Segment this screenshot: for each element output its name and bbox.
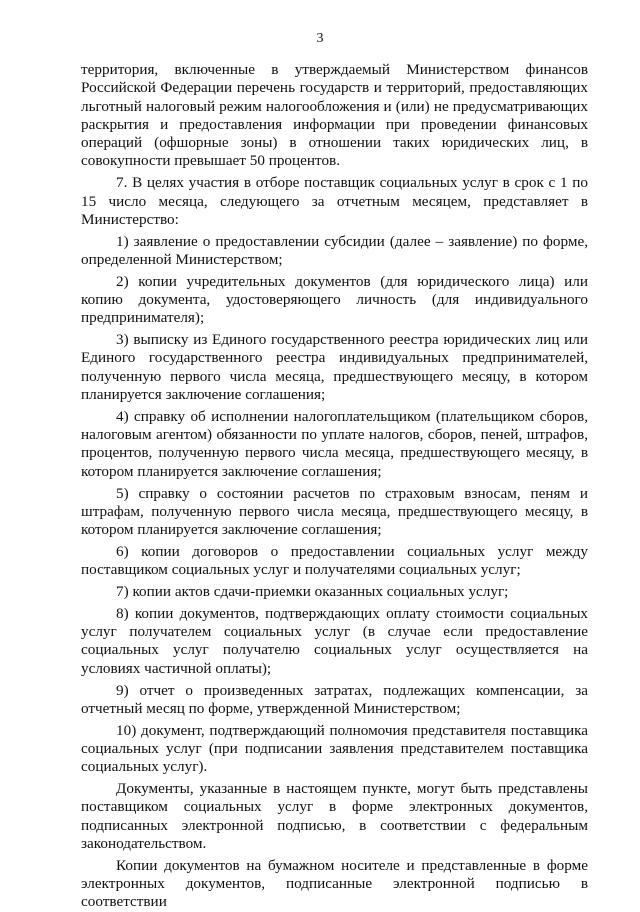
list-item-8-payment-documents: 8) копии документов, подтверждающих оплату стоимости социальных услуг получателем социальных услуг (в случае если предоставление социальных услуг получателю социальных услуг осуществляется на условиях частичной оплаты); <box>81 604 588 677</box>
list-item-5-insurance-certificate: 5) справку о состоянии расчетов по страховым взносам, пеням и штрафам, полученную первого числа месяца, предшествующего месяцу, в котором планируется заключение соглашения; <box>81 484 588 539</box>
list-item-10-authority-document: 10) документ, подтверждающий полномочия представителя поставщика социальных услуг (при подписании заявления представителем поставщика социальных услуг). <box>81 721 588 776</box>
list-item-4-tax-certificate: 4) справку об исполнении налогоплательщиком (плательщиком сборов, налоговым агентом) обязанности по уплате налогов, сборов, пеней, штрафов, процентов, полученную первого числа месяца, предшествующего месяцу, в котором планируется заключение соглашения; <box>81 407 588 480</box>
list-item-9-expense-report: 9) отчет о произведенных затратах, подлежащих компенсации, за отчетный месяц по форме, утвержденной Министерством; <box>81 681 588 717</box>
paragraph-paper-copies: Копии документов на бумажном носителе и представленные в форме электронных документов, подписанные электронной подписью в соответствии <box>81 856 588 911</box>
list-item-1-application: 1) заявление о предоставлении субсидии (далее – заявление) по форме, определенной Министерством; <box>81 232 588 268</box>
paragraph-offshore-continuation: территория, включенные в утверждаемый Министерством финансов Российской Федерации перечень государств и территорий, предоставляющих льготный налоговый режим налогообложения и (или) не предусматривающих раскрытия и предоставления информации при проведении финансовых операций (офшорные зоны) в отношении таких юридических лиц, в совокупности превышает 50 процентов. <box>81 61 588 170</box>
paragraph-electronic-documents: Документы, указанные в настоящем пункте, могут быть представлены поставщиком социальных услуг в форме электронных документов, подписанных электронной подписью, в соответствии с федеральным законодательством. <box>81 779 588 852</box>
list-item-6-contracts: 6) копии договоров о предоставлении социальных услуг между поставщиком социальных услуг и получателями социальных услуг; <box>81 542 588 579</box>
page-number: 3 <box>316 31 324 46</box>
document-body <box>81 61 588 912</box>
paragraph-item-7: 7. В целях участия в отборе поставщик социальных услуг в срок с 1 по 15 число месяца, следующего за отчетным месяцем, представляет в Министерство: <box>81 174 588 228</box>
list-item-7-acceptance-acts: 7) копии актов сдачи-приемки оказанных социальных услуг; <box>116 583 509 601</box>
list-item-2-founding-documents: 2) копии учредительных документов (для юридического лица) или копию документа, удостоверяющего личность (для индивидуального предпринимателя); <box>81 272 588 327</box>
list-item-3-registry-extract: 3) выписку из Единого государственного реестра юридических лиц или Единого государственного реестра индивидуальных предпринимателей, полученную первого числа месяца, предшествующего месяцу, в котором планируется заключение соглашения; <box>81 331 588 404</box>
